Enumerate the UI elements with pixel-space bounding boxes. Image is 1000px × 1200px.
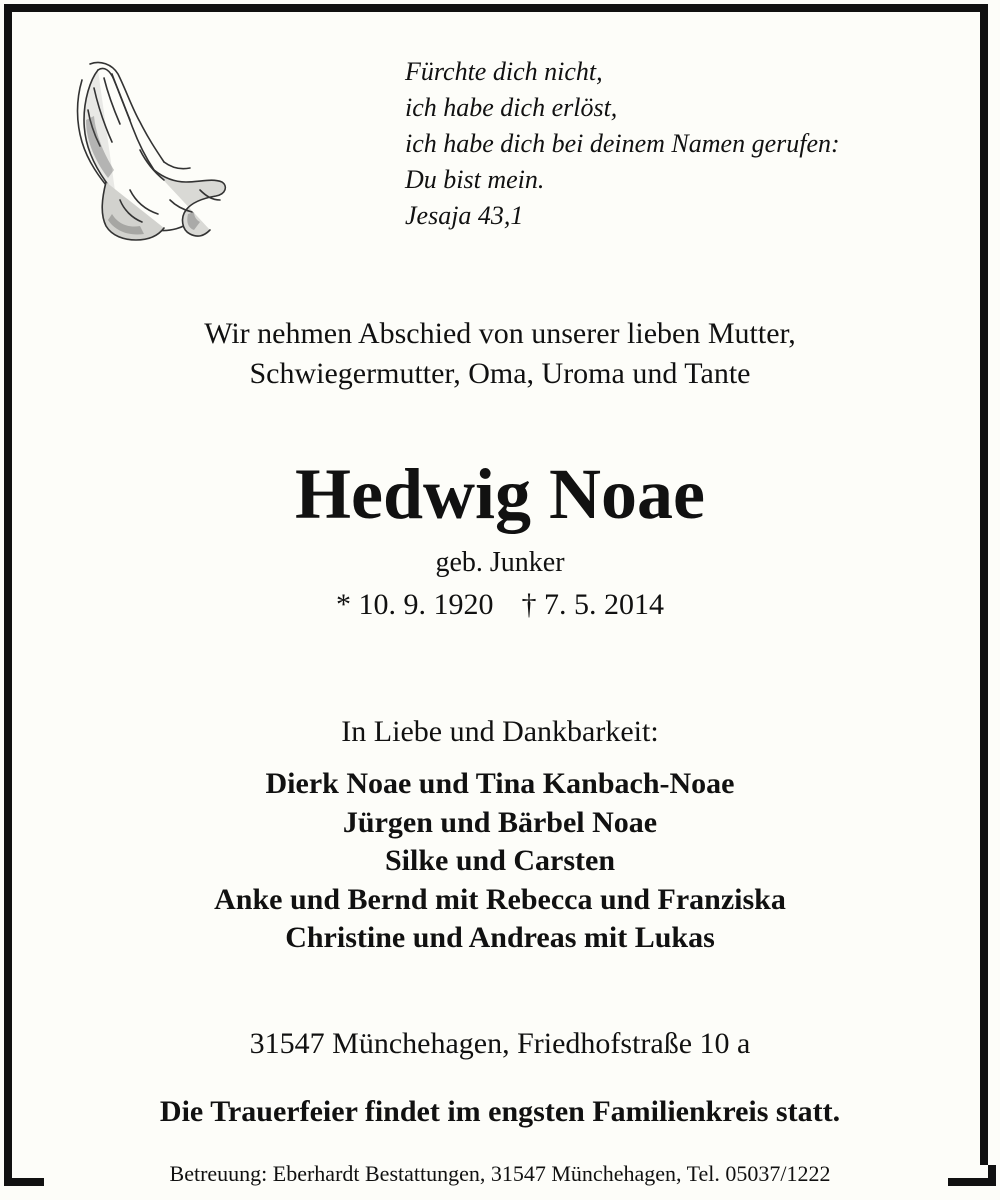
funeral-notice: Die Trauerfeier findet im engsten Familienkreis statt. xyxy=(159,1095,841,1128)
life-dates xyxy=(0,586,1000,624)
mourners-list xyxy=(0,765,1000,958)
birth-date: * 10. 9. 1920 xyxy=(336,588,494,621)
intro-line: Schwiegermutter, Oma, Uroma und Tante xyxy=(249,357,751,390)
birth-name: geb. Junker xyxy=(435,547,565,578)
mourner-entry: Jürgen und Bärbel Noae xyxy=(342,805,658,839)
verse-reference: Jesaja 43,1 xyxy=(405,201,524,230)
mourner-entry: Anke und Bernd mit Rebecca und Franziska xyxy=(214,882,786,916)
mourner-entry: Christine und Andreas mit Lukas xyxy=(285,921,715,954)
verse-line: Du bist mein. xyxy=(405,165,545,194)
verse-line: ich habe dich bei deinem Namen gerufen: xyxy=(405,129,840,158)
gratitude-line: In Liebe und Dankbarkeit: xyxy=(341,715,659,748)
family-address: 31547 Münchehagen, Friedhofstraße 10 a xyxy=(249,1027,751,1060)
praying-hands-icon xyxy=(60,50,240,250)
deceased-name: Hedwig Noae xyxy=(295,454,705,534)
bible-verse xyxy=(405,54,840,234)
intro-line: Wir nehmen Abschied von unserer lieben Mutter, xyxy=(204,317,796,350)
verse-line: ich habe dich erlöst, xyxy=(405,93,618,122)
death-date: † 7. 5. 2014 xyxy=(521,588,664,621)
verse-line: Fürchte dich nicht, xyxy=(405,57,603,86)
mourner-entry: Dierk Noae und Tina Kanbach-Noae xyxy=(265,767,735,800)
farewell-intro xyxy=(0,314,1000,394)
mourner-entry: Silke und Carsten xyxy=(384,844,616,877)
funeral-home-info: Betreuung: Eberhardt Bestattungen, 31547 Münchehagen, Tel. 05037/1222 xyxy=(169,1161,831,1186)
